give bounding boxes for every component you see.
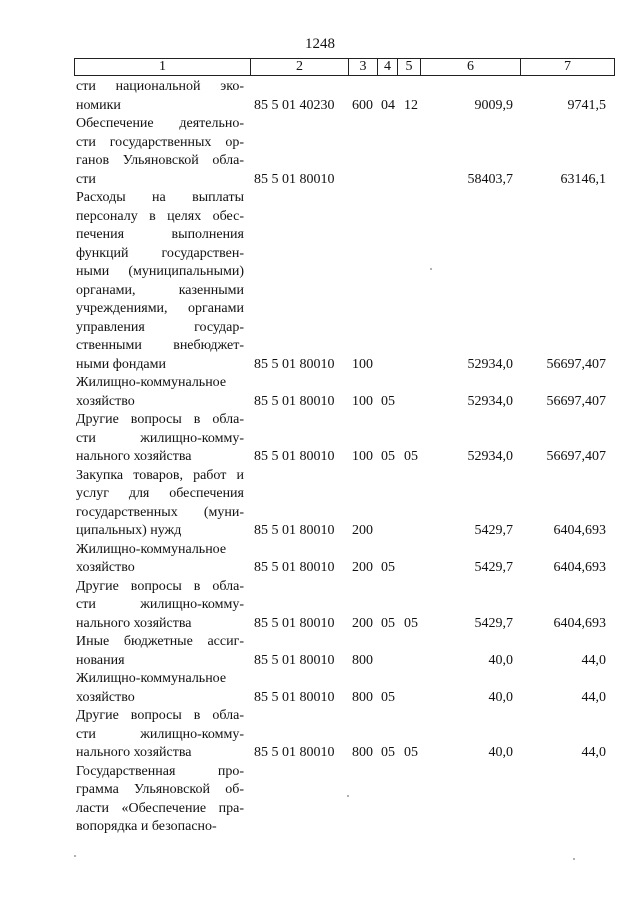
table-row bbox=[0, 467, 640, 541]
row-expense-type: 800 bbox=[352, 745, 373, 760]
description-line: Жилищно-коммунальное bbox=[76, 671, 227, 686]
description-line: сти национальной эко- bbox=[76, 79, 244, 94]
description-line: функций государствен- bbox=[76, 245, 244, 261]
table-row bbox=[0, 411, 640, 467]
scan-speck bbox=[573, 858, 575, 860]
row-code: 85 5 01 80010 bbox=[254, 615, 335, 631]
row-description bbox=[76, 633, 244, 670]
description-line: нального хозяйства bbox=[76, 615, 192, 631]
page-number: 1248 bbox=[305, 36, 335, 52]
row-expense-type: 100 bbox=[352, 449, 373, 464]
description-line: сти bbox=[76, 171, 96, 187]
row-section: 05 bbox=[381, 689, 395, 705]
row-code: 85 5 01 80010 bbox=[254, 745, 335, 760]
description-line: сти жилищно-комму- bbox=[76, 726, 244, 742]
row-code: 85 5 01 80010 bbox=[254, 356, 335, 372]
column-header-3: 3 bbox=[349, 59, 378, 76]
row-section: 05 bbox=[381, 560, 395, 575]
description-line: услуг для обеспечения bbox=[76, 486, 244, 501]
row-code: 85 5 01 40230 bbox=[254, 97, 335, 113]
row-description bbox=[76, 411, 244, 467]
row-description bbox=[76, 670, 244, 707]
table-row bbox=[0, 374, 640, 411]
table-row bbox=[0, 707, 640, 763]
description-line: Расходы на выплаты bbox=[76, 190, 244, 205]
column-header-7: 7 bbox=[521, 59, 615, 76]
description-line: Другие вопросы в обла- bbox=[76, 412, 244, 427]
description-line: ными (муниципальными) bbox=[76, 264, 244, 279]
table-row bbox=[0, 633, 640, 670]
row-value-col6: 5429,7 bbox=[474, 523, 513, 538]
row-expense-type: 600 bbox=[352, 97, 373, 113]
column-header-6: 6 bbox=[421, 59, 521, 76]
description-line: ласти «Обеспечение пра- bbox=[76, 800, 244, 816]
row-description bbox=[76, 763, 244, 837]
column-header-5: 5 bbox=[398, 59, 421, 76]
description-line: сти государственных ор- bbox=[76, 134, 244, 150]
description-line: Государственная про- bbox=[76, 763, 244, 779]
row-code: 85 5 01 80010 bbox=[254, 560, 335, 575]
description-line: управления государ- bbox=[76, 319, 244, 335]
row-value-col7: 63146,1 bbox=[560, 171, 606, 187]
row-code: 85 5 01 80010 bbox=[254, 689, 335, 705]
row-value-col7: 44,0 bbox=[581, 689, 606, 705]
row-description bbox=[76, 78, 244, 115]
row-code: 85 5 01 80010 bbox=[254, 523, 335, 538]
row-value-col6: 58403,7 bbox=[467, 171, 513, 187]
row-description bbox=[76, 189, 244, 374]
description-line: персоналу в целях обес- bbox=[76, 208, 244, 224]
scan-speck bbox=[347, 795, 349, 797]
description-line: органами, казенными bbox=[76, 282, 244, 298]
row-code: 85 5 01 80010 bbox=[254, 652, 335, 668]
table-row bbox=[0, 541, 640, 578]
description-line: хозяйство bbox=[76, 689, 135, 705]
row-subsection: 12 bbox=[404, 97, 418, 113]
description-line: Другие вопросы в обла- bbox=[76, 578, 244, 594]
row-section: 05 bbox=[381, 615, 395, 631]
row-section: 05 bbox=[381, 449, 395, 464]
row-value-col7: 6404,693 bbox=[553, 560, 606, 575]
column-header-1: 1 bbox=[75, 59, 251, 76]
row-expense-type: 200 bbox=[352, 615, 373, 631]
row-value-col7: 44,0 bbox=[581, 652, 606, 668]
row-value-col6: 52934,0 bbox=[467, 393, 513, 409]
row-description bbox=[76, 541, 244, 578]
table-row bbox=[0, 115, 640, 189]
description-line: грамма Ульяновской об- bbox=[76, 782, 244, 797]
description-line: хозяйство bbox=[76, 393, 135, 409]
row-description bbox=[76, 467, 244, 541]
description-line: Обеспечение деятельно- bbox=[76, 116, 244, 131]
scan-speck bbox=[430, 268, 432, 270]
row-expense-type: 800 bbox=[352, 652, 373, 668]
row-value-col6: 5429,7 bbox=[474, 560, 513, 575]
description-line: ными фондами bbox=[76, 356, 167, 372]
row-value-col7: 56697,407 bbox=[546, 393, 606, 409]
row-value-col7: 56697,407 bbox=[546, 356, 606, 372]
description-line: Другие вопросы в обла- bbox=[76, 708, 244, 723]
table-row bbox=[0, 763, 640, 837]
row-section: 05 bbox=[381, 745, 395, 760]
column-header-2: 2 bbox=[251, 59, 349, 76]
description-line: государственных (муни- bbox=[76, 504, 244, 520]
row-value-col6: 40,0 bbox=[488, 689, 513, 705]
description-line: ственными внебюджет- bbox=[76, 338, 244, 353]
description-line: Закупка товаров, работ и bbox=[76, 467, 244, 483]
row-value-col7: 44,0 bbox=[581, 745, 606, 760]
table-row bbox=[0, 78, 640, 115]
row-value-col7: 6404,693 bbox=[553, 523, 606, 538]
description-line: ципальных) нужд bbox=[76, 523, 182, 538]
row-value-col7: 9741,5 bbox=[567, 97, 606, 113]
row-subsection: 05 bbox=[404, 615, 418, 631]
row-description bbox=[76, 707, 244, 763]
description-line: нального хозяйства bbox=[76, 449, 192, 464]
row-subsection: 05 bbox=[404, 449, 418, 464]
row-description bbox=[76, 578, 244, 634]
row-value-col6: 5429,7 bbox=[474, 615, 513, 631]
description-line: учреждениями, органами bbox=[76, 301, 244, 316]
row-value-col6: 52934,0 bbox=[467, 449, 513, 464]
row-expense-type: 100 bbox=[352, 356, 373, 372]
description-line: сти жилищно-комму- bbox=[76, 597, 244, 612]
row-value-col6: 40,0 bbox=[488, 745, 513, 760]
description-line: ганов Ульяновской обла- bbox=[76, 153, 244, 168]
column-header-row bbox=[75, 59, 615, 76]
row-expense-type: 200 bbox=[352, 560, 373, 575]
description-line: вопорядка и безопасно- bbox=[76, 819, 217, 834]
row-section: 04 bbox=[381, 97, 395, 113]
column-header-4: 4 bbox=[378, 59, 398, 76]
row-subsection: 05 bbox=[404, 745, 418, 760]
row-expense-type: 200 bbox=[352, 523, 373, 538]
row-section: 05 bbox=[381, 393, 395, 409]
row-value-col6: 40,0 bbox=[488, 652, 513, 668]
description-line: печения выполнения bbox=[76, 227, 244, 242]
row-value-col7: 56697,407 bbox=[546, 449, 606, 464]
description-line: Жилищно-коммунальное bbox=[76, 541, 227, 557]
description-line: номики bbox=[76, 97, 121, 113]
row-expense-type: 800 bbox=[352, 689, 373, 705]
description-line: нального хозяйства bbox=[76, 745, 192, 760]
row-expense-type: 100 bbox=[352, 393, 373, 409]
description-line: сти жилищно-комму- bbox=[76, 430, 244, 446]
table-row bbox=[0, 189, 640, 374]
description-line: хозяйство bbox=[76, 560, 135, 575]
column-header-table bbox=[74, 58, 615, 76]
row-description bbox=[76, 374, 244, 411]
row-code: 85 5 01 80010 bbox=[254, 449, 335, 464]
row-value-col7: 6404,693 bbox=[553, 615, 606, 631]
row-value-col6: 52934,0 bbox=[467, 356, 513, 372]
description-line: Иные бюджетные ассиг- bbox=[76, 634, 244, 649]
table-row bbox=[0, 670, 640, 707]
table-row bbox=[0, 578, 640, 634]
row-description bbox=[76, 115, 244, 189]
row-code: 85 5 01 80010 bbox=[254, 393, 335, 409]
row-code: 85 5 01 80010 bbox=[254, 171, 335, 187]
description-line: Жилищно-коммунальное bbox=[76, 375, 227, 390]
description-line: нования bbox=[76, 652, 125, 668]
scan-speck bbox=[74, 855, 76, 857]
row-value-col6: 9009,9 bbox=[474, 97, 513, 113]
